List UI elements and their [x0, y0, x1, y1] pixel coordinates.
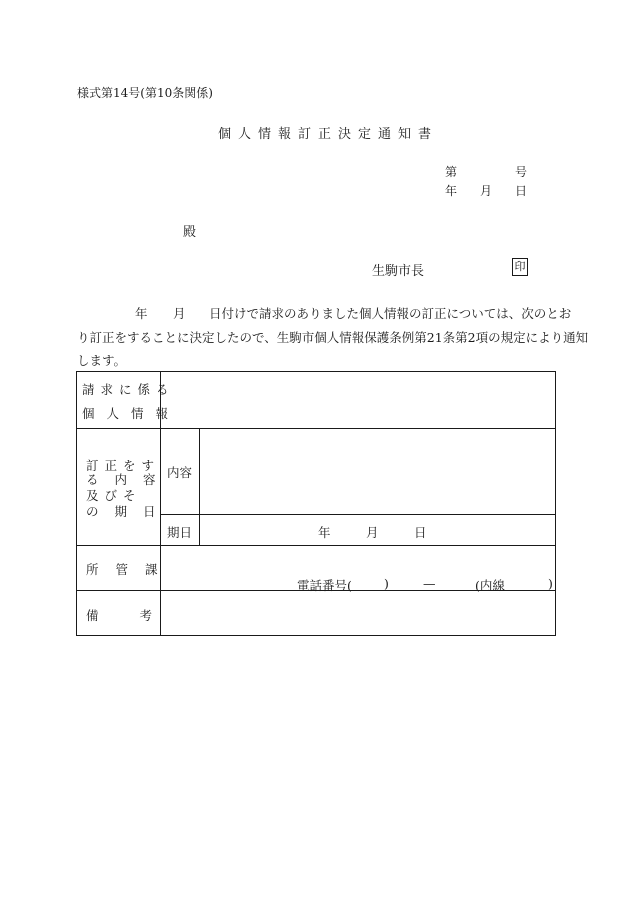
- content-label: 内容: [167, 465, 193, 480]
- remarks-label: 備考: [86, 608, 194, 623]
- deadline-year: 年: [318, 525, 331, 540]
- issue-day: 日: [515, 184, 528, 198]
- table-border-left: [76, 371, 77, 636]
- document-title: 個人情報訂正決定通知書: [218, 127, 439, 142]
- body-month: 月: [173, 306, 186, 321]
- addressee: 殿: [183, 225, 197, 240]
- table-border-right: [555, 371, 556, 636]
- table-border-bottom: [76, 635, 556, 636]
- phone-close: ): [384, 576, 389, 591]
- extension-close: ): [548, 576, 553, 591]
- number-prefix: 第: [445, 165, 458, 179]
- body-line-3: します。: [77, 353, 127, 368]
- row2-label-line2: る内容: [86, 472, 172, 487]
- deadline-month: 月: [366, 525, 379, 540]
- row1-label-line2: 個人情報: [82, 406, 181, 421]
- row2-label-line3: 及びそ: [86, 488, 142, 503]
- extension-label: (内線: [475, 578, 505, 593]
- issuer-name: 生駒市長: [372, 264, 425, 279]
- table-sub-divider: [160, 514, 556, 515]
- deadline-label: 期日: [167, 525, 193, 540]
- body-line-1-text: 日付けで請求のありました個人情報の訂正については、次のとお: [209, 306, 572, 321]
- issue-year: 年: [445, 184, 458, 198]
- row2-label-line4: の期日: [86, 504, 172, 519]
- number-suffix: 号: [515, 165, 528, 179]
- phone-label: 電話番号(: [297, 578, 352, 593]
- seal-mark: 印: [512, 258, 528, 276]
- body-year: 年: [135, 306, 148, 321]
- row1-label-line1: 請求に係る: [82, 382, 175, 397]
- table-border-top: [76, 371, 556, 372]
- row2-label-line1: 訂正をす: [86, 458, 161, 473]
- form-number: 様式第14号(第10条関係): [77, 86, 213, 100]
- table-inner-divider: [199, 428, 200, 546]
- table-row-divider-2: [76, 545, 556, 546]
- phone-dash: —: [423, 576, 436, 591]
- deadline-day: 日: [414, 525, 427, 540]
- table-row-divider-1: [76, 428, 556, 429]
- dept-label: 所管課: [86, 562, 175, 577]
- issue-month: 月: [480, 184, 493, 198]
- body-line-2: り訂正をすることに決定したので、生駒市個人情報保護条例第21条第2項の規定により通知: [77, 330, 589, 345]
